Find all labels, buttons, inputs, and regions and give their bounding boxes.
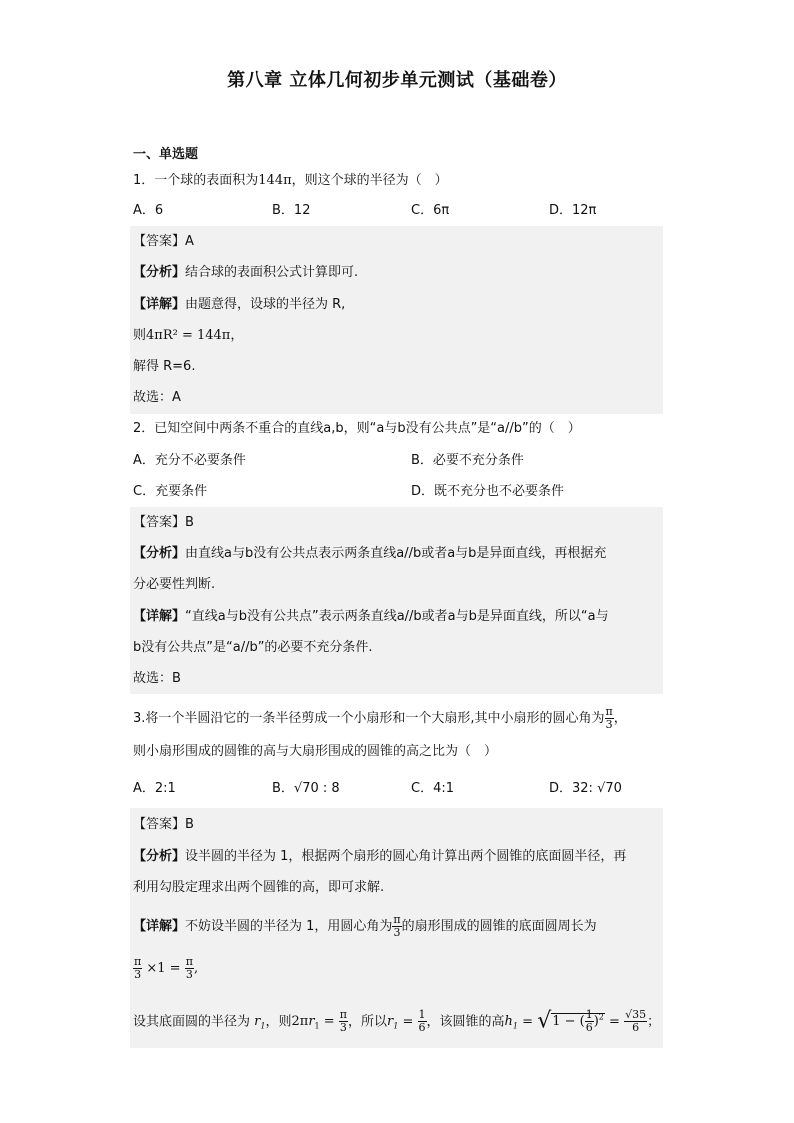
fraction-pi-over-3-c	[339, 1009, 348, 1034]
q2-analysis-text-1: 由直线a与b没有公共点表示两条直线a//b或者a与b是异面直线，再根据充	[185, 546, 607, 561]
fraction-denominator: 3	[393, 926, 401, 939]
q1-eq-suffix: ，	[230, 328, 244, 343]
q3-stem-fraction	[605, 706, 614, 731]
q3-detail-text-1b: 的扇形围成的圆锥的底面圆周长为	[401, 919, 597, 934]
q1-stem-suffix: ，则这个球的半径为（ ）	[291, 173, 448, 188]
q3-option-c: C．4:1	[411, 781, 454, 796]
q1-option-c: C．6π	[411, 203, 450, 218]
q3-analysis-line-1	[133, 848, 626, 866]
fraction-numerator: π	[393, 913, 401, 926]
q3-analysis-text-1: 设半圆的半径为 1，根据两个扇形的圆心角计算出两个圆锥的底面圆半径，再	[185, 849, 627, 864]
q1-equation-1	[133, 327, 243, 345]
fraction-numerator: π	[185, 955, 193, 968]
q2-choose: 故选：B	[133, 671, 181, 686]
q2-option-c: C．充要条件	[133, 484, 208, 499]
q2-analysis-line-1	[133, 545, 606, 563]
fraction-numerator: π	[339, 1008, 348, 1022]
q3-detail-text-3e: ；	[647, 1014, 661, 1030]
fraction-denominator: 6	[418, 1021, 426, 1035]
fraction-one-sixth	[418, 1009, 427, 1034]
page-title: 第八章 立体几何初步单元测试（基础卷）	[227, 70, 567, 91]
question-3-stem-line-2: 则小扇形围成的圆锥的高与大扇形围成的圆锥的高之比为（ ）	[133, 744, 498, 759]
q3-detail-line-3: 设其底面圆的半径为 $r_1$，则$2\pi r_1$ = $\frac{\pi}{3}$ ，所以$r_1$ = $\frac{1}{6}$ ，该圆锥的高$h_1 = √1$ − ( $\frac{1}{6}$ )$^2$ = $\frac{√35}{6}$ ；	[133, 1008, 661, 1035]
fraction-denominator: 3	[185, 968, 193, 981]
q1-eq-prefix: 则	[133, 328, 147, 343]
question-1-stem	[133, 172, 448, 190]
q3-detail-equation-2: $\frac{\pi}{3}$ ×1 = $\frac{\pi}{3}$ ,	[134, 955, 199, 981]
q3-option-a: A．2:1	[133, 781, 176, 796]
q1-option-a: A．6	[133, 203, 164, 218]
circumference-eq: $2\pi r_1$ =	[291, 1014, 339, 1031]
sqrt-expression: √1 − ( $\frac{1}{6}$ )$^2$	[537, 1008, 604, 1035]
question-3-stem-line-1	[133, 706, 627, 731]
q1-detail-tag: 【详解】	[133, 297, 186, 312]
q1-option-b: B．12	[272, 203, 311, 218]
fraction-denominator: 3	[339, 1021, 347, 1035]
fraction-sqrt35-over-6	[624, 1009, 647, 1034]
q1-choose: 故选：A	[133, 390, 181, 405]
q1-option-d: D．12π	[549, 203, 597, 218]
h1-symbol: $h_1$	[504, 1014, 519, 1031]
fraction-denominator: 6	[632, 1021, 640, 1035]
q2-analysis-line-2: 分必要性判断.	[133, 577, 216, 592]
q3-detail-text-3d: ，该圆锥的高	[426, 1014, 505, 1030]
q1-analysis-tag: 【分析】	[133, 265, 186, 280]
q1-analysis	[133, 264, 358, 282]
q3-stem-comma: ，	[613, 711, 627, 726]
fraction-pi-over-3-result	[185, 956, 194, 981]
q1-detail	[133, 296, 345, 314]
question-2-stem: 2．已知空间中两条不重合的直线a,b，则“a与b没有公共点”是“a//b”的（ ）	[133, 421, 581, 436]
q1-analysis-text: 结合球的表面积公式计算即可.	[185, 265, 359, 280]
fraction-denominator: 3	[605, 718, 613, 731]
q3-analysis-line-2: 利用勾股定理求出两个圆锥的高，即可求解.	[133, 880, 385, 895]
q3-stem-text-1: 3.将一个半圆沿它的一条半径剪成一个小扇形和一个大扇形,其中小扇形的圆心角为	[133, 711, 605, 726]
q2-detail-line-1	[133, 608, 609, 626]
r1-eq: $r_1$	[387, 1014, 399, 1031]
q3-detail-fraction	[392, 914, 401, 939]
q3-detail-line-1	[133, 914, 597, 939]
fraction-numerator: π	[605, 705, 613, 718]
q3-detail-tag: 【详解】	[133, 919, 186, 934]
q3-detail-text-3c: ，所以	[348, 1014, 388, 1030]
section-heading: 一、单选题	[133, 147, 199, 162]
q1-answer: 【答案】A	[133, 234, 194, 249]
q2-detail-line-2: b没有公共点”是“a//b”的必要不充分条件.	[133, 640, 373, 655]
q1-solution-box	[130, 226, 663, 414]
fraction-denominator: 6	[585, 1021, 593, 1035]
q2-detail-text-1: “直线a与b没有公共点”表示两条直线a//b或者a与b是异面直线，所以“a与	[185, 609, 609, 624]
fraction-numerator: π	[134, 955, 142, 968]
q2-option-d: D．既不充分也不必要条件	[411, 484, 565, 499]
q3-option-b: B．√70 : 8	[272, 781, 340, 796]
q1-detail-text: 由题意得，设球的半径为 R,	[185, 297, 346, 312]
fraction-numerator: √35	[625, 1008, 647, 1022]
q2-solution-box	[130, 507, 663, 694]
q3-detail-text-1a: 不妨设半圆的半径为 1，用圆心角为	[185, 919, 393, 934]
q2-option-a: A．充分不必要条件	[133, 453, 246, 468]
q2-option-b: B．必要不充分条件	[411, 453, 524, 468]
q3-option-d: D．32: √70	[549, 781, 622, 796]
q1-equation-2: 解得 R=6.	[133, 359, 196, 374]
fraction-pi-over-3	[133, 956, 142, 981]
fraction-numerator: 1	[418, 1008, 426, 1022]
q3-answer: 【答案】B	[133, 817, 194, 832]
times-sign: ×1 =	[146, 961, 181, 976]
fraction-numerator: 1	[585, 1008, 593, 1022]
fraction-denominator: 3	[134, 968, 142, 981]
q2-analysis-tag: 【分析】	[133, 546, 186, 561]
q1-stem-prefix: 1．一个球的表面积为	[133, 173, 259, 188]
q1-eq-body: 4πR² = 144π	[146, 328, 231, 343]
q1-stem-value: 144π	[258, 173, 292, 188]
q2-answer: 【答案】B	[133, 515, 194, 530]
q2-detail-tag: 【详解】	[133, 609, 186, 624]
q3-analysis-tag: 【分析】	[133, 849, 186, 864]
r1-symbol: $r_1$	[254, 1014, 266, 1031]
q3-detail-text-3a: 设其底面圆的半径为	[133, 1014, 251, 1030]
q3-detail-text-3b: ，则	[265, 1014, 292, 1030]
